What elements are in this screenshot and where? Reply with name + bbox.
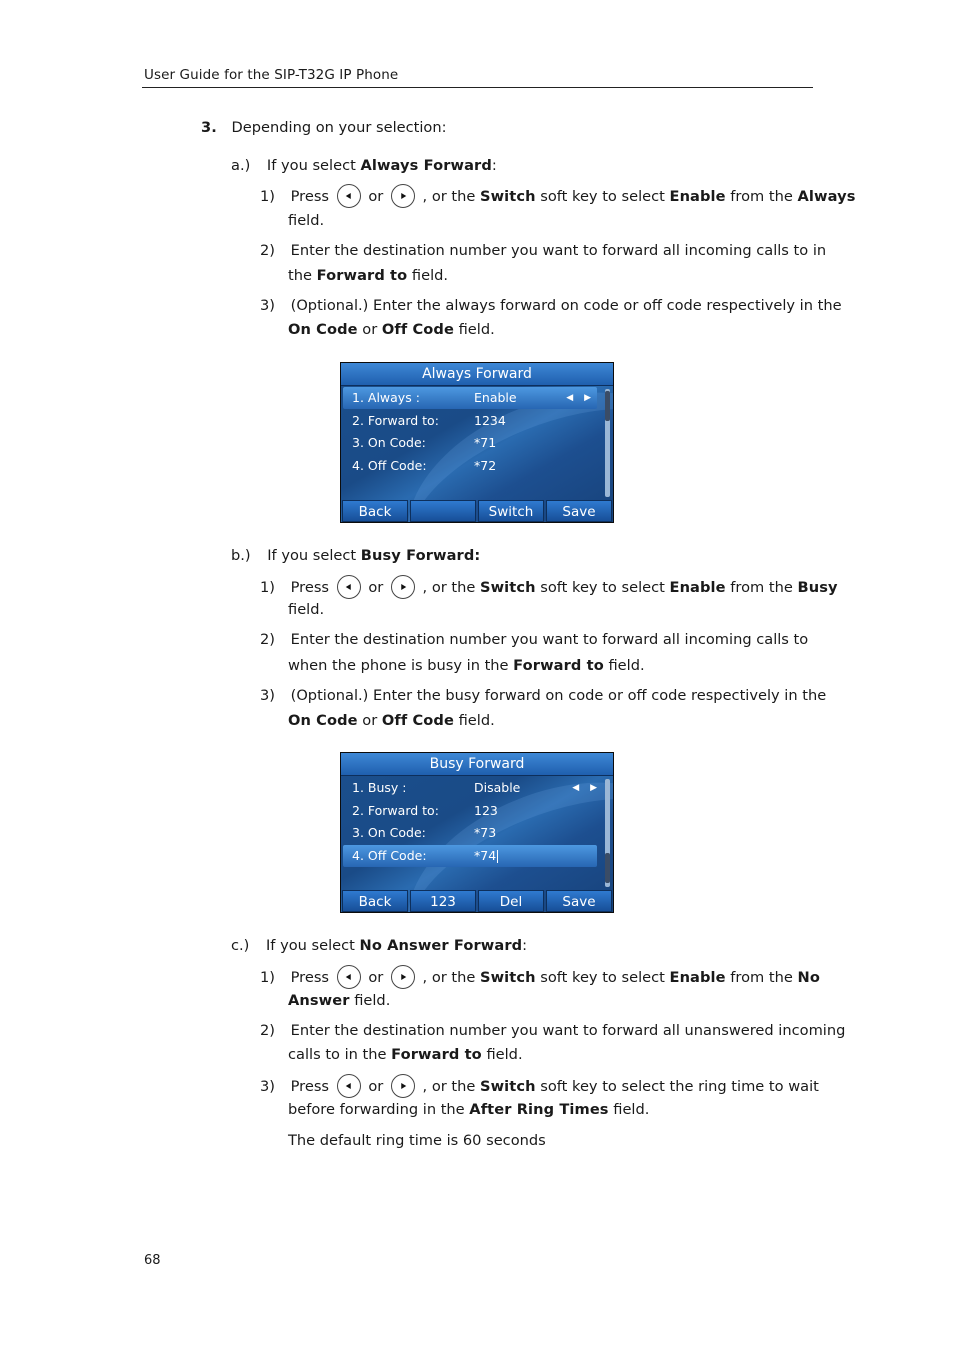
left-right-arrows-icon: ◀ ▶ bbox=[566, 393, 595, 403]
item-text: when the phone is busy in the bbox=[288, 657, 514, 674]
step-text: Depending on your selection: bbox=[231, 119, 447, 136]
row-label: 2. Forward to: bbox=[352, 803, 439, 818]
screen-row-off-code[interactable] bbox=[343, 845, 597, 867]
forward-to-keyword: Forward to bbox=[513, 657, 604, 674]
item-text: field. bbox=[453, 321, 495, 338]
item-text: or bbox=[368, 969, 384, 986]
screen-row-on-code[interactable] bbox=[341, 432, 603, 454]
item-number: 2) bbox=[260, 631, 275, 648]
page-number: 68 bbox=[144, 1253, 161, 1268]
sub-c-item-1 bbox=[260, 966, 820, 990]
delete-softkey[interactable]: Del bbox=[478, 890, 544, 912]
item-text: , or the bbox=[422, 969, 480, 986]
sub-a-name: Always Forward bbox=[360, 157, 492, 174]
sub-b-label: b.) bbox=[231, 547, 251, 564]
item-number: 2) bbox=[260, 1022, 275, 1039]
row-label: 1. Busy : bbox=[352, 780, 407, 795]
item-text: Enter the destination number you want to forward all incoming calls to in bbox=[290, 242, 827, 259]
item-text: or bbox=[368, 1078, 384, 1095]
row-value: Disable bbox=[474, 780, 521, 795]
switch-keyword: Switch bbox=[479, 579, 536, 596]
sub-c-intro: If you select bbox=[266, 937, 360, 954]
item-text: the bbox=[288, 267, 317, 284]
sub-b-intro: If you select bbox=[267, 547, 361, 564]
sub-a-item-2 bbox=[260, 241, 826, 261]
right-navigation-key-icon bbox=[391, 1074, 415, 1098]
row-label: 2. Forward to: bbox=[352, 413, 439, 428]
left-navigation-key-icon bbox=[337, 965, 361, 989]
sub-a-item-3 bbox=[260, 296, 842, 316]
row-value: 1234 bbox=[474, 413, 506, 428]
item-text: field. bbox=[453, 712, 495, 729]
sub-c-label: c.) bbox=[231, 937, 250, 954]
item-text: from the bbox=[725, 579, 798, 596]
sub-c-heading bbox=[231, 936, 527, 956]
item-text: soft key to select bbox=[535, 969, 670, 986]
sub-b-item-3 bbox=[260, 686, 826, 706]
softkey-bar bbox=[341, 500, 613, 522]
item-text: or bbox=[368, 188, 384, 205]
save-softkey[interactable]: Save bbox=[546, 500, 612, 522]
row-label: 4. Off Code: bbox=[352, 458, 427, 473]
softkey-bar bbox=[341, 890, 613, 912]
step-number: 3. bbox=[201, 119, 217, 136]
sub-c-item-3-cont bbox=[288, 1100, 649, 1120]
field-keyword: Always bbox=[797, 188, 856, 205]
item-text: from the bbox=[725, 969, 798, 986]
sub-b-heading bbox=[231, 546, 480, 566]
item-text: soft key to select bbox=[535, 188, 670, 205]
item-text: Enter the destination number you want to forward all unanswered incoming bbox=[290, 1022, 846, 1039]
row-label: 1. Always : bbox=[352, 390, 420, 405]
item-text: , or the bbox=[422, 188, 480, 205]
enable-keyword: Enable bbox=[669, 188, 726, 205]
default-ring-note: The default ring time is 60 seconds bbox=[288, 1132, 546, 1149]
item-text: , or the bbox=[422, 579, 480, 596]
scrollbar[interactable] bbox=[605, 779, 610, 887]
left-right-arrows-icon: ◀ ▶ bbox=[572, 783, 601, 793]
item-text: Press bbox=[290, 579, 330, 596]
screen-row-off-code[interactable] bbox=[341, 455, 603, 477]
scrollbar-thumb[interactable] bbox=[605, 391, 610, 421]
enable-keyword: Enable bbox=[669, 969, 726, 986]
sub-a-item-2-cont bbox=[288, 266, 448, 286]
item-text: soft key to select bbox=[535, 579, 670, 596]
on-code-keyword: On Code bbox=[288, 321, 358, 338]
item-number: 1) bbox=[260, 579, 275, 596]
always-forward-screen bbox=[340, 362, 614, 523]
item-number: 1) bbox=[260, 969, 275, 986]
sub-b-item-3-cont bbox=[288, 711, 495, 731]
sub-c-item-2-cont bbox=[288, 1045, 523, 1065]
right-navigation-key-icon bbox=[391, 965, 415, 989]
empty-softkey[interactable] bbox=[410, 500, 476, 522]
sub-b-item-2-cont bbox=[288, 656, 645, 676]
item-text: or bbox=[357, 712, 382, 729]
sub-a-item-1 bbox=[260, 185, 855, 209]
scrollbar[interactable] bbox=[605, 389, 610, 497]
field-keyword: Busy bbox=[797, 579, 838, 596]
sub-c-item-3 bbox=[260, 1075, 819, 1099]
item-text: (Optional.) Enter the busy forward on code or off code respectively in the bbox=[290, 687, 827, 704]
step-3 bbox=[201, 118, 447, 138]
save-softkey[interactable]: Save bbox=[546, 890, 612, 912]
screen-row-forward-to[interactable] bbox=[341, 800, 603, 822]
sub-c-item-2 bbox=[260, 1021, 845, 1041]
item-number: 2) bbox=[260, 242, 275, 259]
field-keyword: Answer bbox=[288, 992, 350, 1009]
item-text: soft key to select the ring time to wait bbox=[535, 1078, 819, 1095]
sub-c-name: No Answer Forward bbox=[359, 937, 523, 954]
enable-keyword: Enable bbox=[669, 579, 726, 596]
item-text: field. bbox=[603, 657, 645, 674]
switch-keyword: Switch bbox=[479, 969, 536, 986]
item-text: Press bbox=[290, 1078, 330, 1095]
switch-keyword: Switch bbox=[479, 188, 536, 205]
sub-a-heading bbox=[231, 156, 497, 176]
row-label: 3. On Code: bbox=[352, 435, 426, 450]
screen-title: Busy Forward bbox=[341, 753, 613, 776]
row-value: Enable bbox=[474, 390, 517, 405]
sub-a-intro: If you select bbox=[266, 157, 361, 174]
item-text: from the bbox=[725, 188, 798, 205]
item-text: before forwarding in the bbox=[288, 1101, 470, 1118]
row-value: *74 bbox=[474, 848, 497, 863]
item-text: or bbox=[368, 579, 384, 596]
screen-row-on-code[interactable] bbox=[341, 822, 603, 844]
item-text: calls to in the bbox=[288, 1046, 392, 1063]
forward-to-keyword: Forward to bbox=[391, 1046, 482, 1063]
field-keyword: No bbox=[797, 969, 820, 986]
item-text: , or the bbox=[422, 1078, 480, 1095]
sub-b-item-1 bbox=[260, 576, 838, 600]
header-rule bbox=[142, 87, 813, 88]
row-label: 4. Off Code: bbox=[352, 848, 427, 863]
row-value: *71 bbox=[474, 435, 497, 450]
item-text: field. bbox=[608, 1101, 650, 1118]
row-value-with-cursor[interactable] bbox=[474, 845, 498, 867]
item-text: field. bbox=[481, 1046, 523, 1063]
sub-a-item-3-cont bbox=[288, 320, 495, 340]
item-text: Enter the destination number you want to forward all incoming calls to bbox=[290, 631, 809, 648]
item-number: 1) bbox=[260, 188, 275, 205]
item-text: or bbox=[357, 321, 382, 338]
sub-c-item-1-cont bbox=[288, 991, 390, 1011]
screen-row-busy[interactable] bbox=[341, 777, 603, 799]
after-ring-times-keyword: After Ring Times bbox=[469, 1101, 609, 1118]
forward-to-keyword: Forward to bbox=[316, 267, 408, 284]
sub-b-name: Busy Forward: bbox=[360, 547, 481, 564]
left-navigation-key-icon bbox=[337, 184, 361, 208]
busy-forward-screen bbox=[340, 752, 614, 913]
off-code-keyword: Off Code bbox=[381, 712, 454, 729]
left-navigation-key-icon bbox=[337, 1074, 361, 1098]
sub-a-label: a.) bbox=[231, 157, 251, 174]
item-number: 3) bbox=[260, 1078, 275, 1095]
header-title: User Guide for the SIP-T32G IP Phone bbox=[144, 67, 399, 83]
sub-b-item-2 bbox=[260, 630, 808, 650]
item-text: Press bbox=[290, 188, 330, 205]
back-softkey[interactable]: Back bbox=[342, 890, 408, 912]
item-number: 3) bbox=[260, 297, 275, 314]
switch-softkey[interactable]: Switch bbox=[478, 500, 544, 522]
screen-title: Always Forward bbox=[341, 363, 613, 386]
screen-row-forward-to[interactable] bbox=[341, 410, 603, 432]
left-navigation-key-icon bbox=[337, 575, 361, 599]
row-value: 123 bbox=[474, 803, 498, 818]
back-softkey[interactable]: Back bbox=[342, 500, 408, 522]
right-navigation-key-icon bbox=[391, 575, 415, 599]
right-navigation-key-icon bbox=[391, 184, 415, 208]
item-text: field. bbox=[407, 267, 449, 284]
input-mode-softkey[interactable]: 123 bbox=[410, 890, 476, 912]
scrollbar-thumb[interactable] bbox=[605, 853, 610, 883]
row-label: 3. On Code: bbox=[352, 825, 426, 840]
on-code-keyword: On Code bbox=[288, 712, 358, 729]
row-value: *73 bbox=[474, 825, 497, 840]
item-text: Press bbox=[290, 969, 330, 986]
item-continuation: field. bbox=[288, 212, 325, 229]
off-code-keyword: Off Code bbox=[381, 321, 454, 338]
switch-keyword: Switch bbox=[479, 1078, 536, 1095]
text-cursor bbox=[497, 850, 498, 863]
sub-c-colon: : bbox=[522, 937, 528, 954]
screen-row-always[interactable] bbox=[343, 387, 597, 409]
item-text: field. bbox=[349, 992, 391, 1009]
sub-a-colon: : bbox=[491, 157, 497, 174]
item-continuation: field. bbox=[288, 601, 325, 618]
item-number: 3) bbox=[260, 687, 275, 704]
item-text: (Optional.) Enter the always forward on code or off code respectively in the bbox=[290, 297, 842, 314]
row-value: *72 bbox=[474, 458, 497, 473]
